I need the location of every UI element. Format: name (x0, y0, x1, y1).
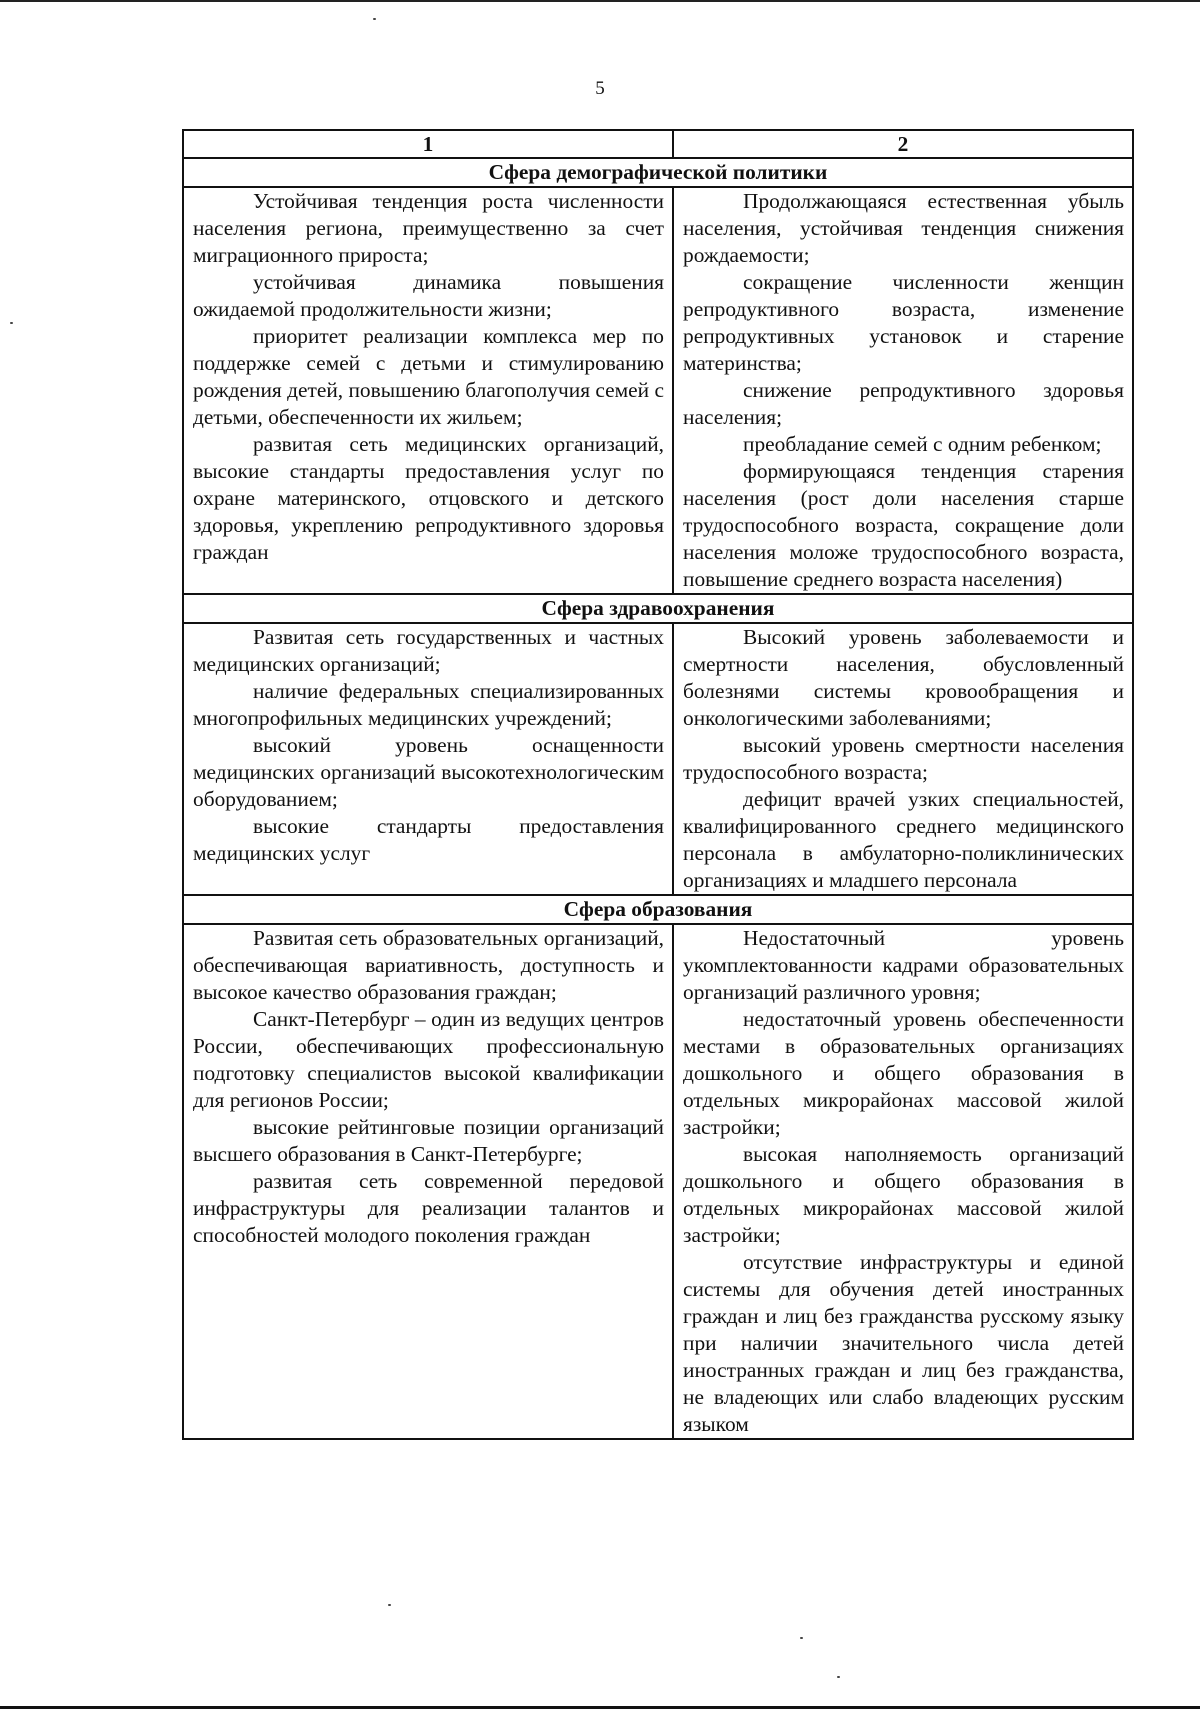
column-header-2: 2 (673, 130, 1133, 158)
swot-table (182, 129, 1134, 1440)
list-item: устойчивая динамика повышения ожидаемой продолжительности жизни; (193, 270, 664, 321)
list-item: недостаточный уровень обеспеченности местами в образовательных организациях дошкольного и общего образования в отдельных микрорайонах массовой жилой застройки; (683, 1007, 1124, 1139)
strengths-cell-healthcare (183, 623, 673, 895)
strengths-cell-education (183, 924, 673, 1439)
list-item: сокращение численности женщин репродуктивного возраста, изменение репродуктивных установок и старение материнства; (683, 270, 1124, 375)
scan-speck (837, 1676, 840, 1678)
section-title-healthcare: Сфера здравоохранения (183, 594, 1133, 623)
section-content-row (183, 187, 1133, 594)
section-content-row (183, 924, 1133, 1439)
scan-speck (10, 322, 13, 324)
list-item: дефицит врачей узких специальностей, квалифицированного среднего медицинского персонала в амбулаторно-поликлинических организациях и младшего персонала (683, 787, 1124, 892)
scan-top-edge (0, 0, 1200, 2)
list-item: Продолжающаяся естественная убыль населения, устойчивая тенденция снижения рождаемости; (683, 189, 1124, 267)
list-item: Высокий уровень заболеваемости и смертности населения, обусловленный болезнями системы кровообращения и онкологическими заболеваниями; (683, 625, 1124, 730)
list-item: наличие федеральных специализированных многопрофильных медицинских учреждений; (193, 679, 664, 730)
scan-speck (388, 1604, 391, 1606)
column-header-1: 1 (183, 130, 673, 158)
list-item: Развитая сеть образовательных организаций, обеспечивающая вариативность, доступность и высокое качество образования граждан; (193, 926, 664, 1004)
list-item: приоритет реализации комплекса мер по поддержке семей с детьми и стимулированию рождения детей, повышению благополучия семей с детьми, обеспеченности их жильем; (193, 324, 664, 429)
list-item: формирующаяся тенденция старения населения (рост доли населения старше трудоспособного возраста, сокращение доли населения моложе трудоспособного возраста, повышение среднего возраста населения) (683, 459, 1124, 591)
list-item: высокие стандарты предоставления медицинских услуг (193, 814, 664, 865)
section-title-demography: Сфера демографической политики (183, 158, 1133, 187)
list-item: высокий уровень смертности населения трудоспособного возраста; (683, 733, 1124, 784)
list-item: отсутствие инфраструктуры и единой системы для обучения детей иностранных граждан и лиц без гражданства русскому языку при наличии значительного числа детей иностранных граждан и лиц без гражданства, не владеющих или слабо владеющих русским языком (683, 1250, 1124, 1436)
section-title-row (183, 895, 1133, 924)
list-item: Устойчивая тенденция роста численности населения региона, преимущественно за счет миграционного прироста; (193, 189, 664, 267)
section-title-row (183, 158, 1133, 187)
scan-speck (373, 18, 376, 20)
page-number: 5 (595, 78, 605, 99)
weaknesses-cell-healthcare (673, 623, 1133, 895)
scan-speck (800, 1637, 803, 1639)
list-item: Санкт-Петербург – один из ведущих центров России, обеспечивающих профессиональную подготовку специалистов высокой квалификации для регионов России; (193, 1007, 664, 1112)
list-item: Недостаточный уровень укомплектованности кадрами образовательных организаций различного уровня; (683, 926, 1124, 1004)
section-title-row (183, 594, 1133, 623)
table-header-row (183, 130, 1133, 158)
list-item: снижение репродуктивного здоровья населения; (683, 378, 1124, 429)
list-item: развитая сеть медицинских организаций, высокие стандарты предоставления услуг по охране материнского, отцовского и детского здоровья, укреплению репродуктивного здоровья граждан (193, 432, 664, 564)
section-title-education: Сфера образования (183, 895, 1133, 924)
list-item: Развитая сеть государственных и частных медицинских организаций; (193, 625, 664, 676)
section-content-row (183, 623, 1133, 895)
weaknesses-cell-demography (673, 187, 1133, 594)
list-item: развитая сеть современной передовой инфраструктуры для реализации талантов и способностей молодого поколения граждан (193, 1169, 664, 1247)
weaknesses-cell-education (673, 924, 1133, 1439)
list-item: высокая наполняемость организаций дошкольного и общего образования в отдельных микрорайонах массовой жилой застройки; (683, 1142, 1124, 1247)
list-item: преобладание семей с одним ребенком; (743, 432, 1102, 456)
list-item: высокий уровень оснащенности медицинских организаций высокотехнологическим оборудованием; (193, 733, 664, 811)
list-item: высокие рейтинговые позиции организаций высшего образования в Санкт-Петербурге; (193, 1115, 664, 1166)
strengths-cell-demography (183, 187, 673, 594)
